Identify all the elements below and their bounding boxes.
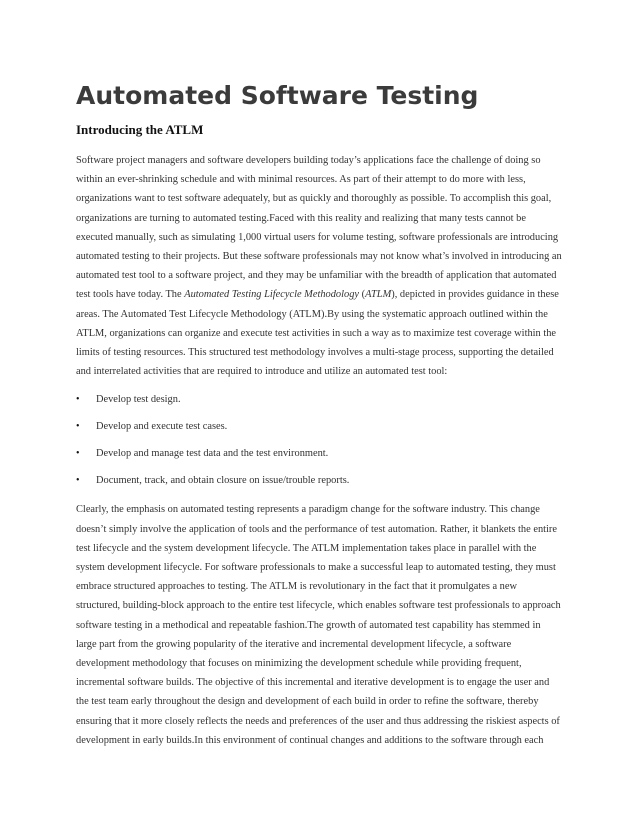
document-page [76, 80, 562, 750]
paragraph-line: system development lifecycle. For software professionals to make a successful leap to automated testing, they must [76, 562, 556, 574]
paragraph-line: development in early builds.In this environment of continual changes and additions to the software through each [76, 734, 544, 746]
paragraph-line: executed manually, such as simulating 1,000 virtual users for volume testing, software professionals are introducing [76, 231, 559, 243]
paragraph-line: structured, building-block approach to the entire test lifecycle, which enables software test professionals to approach [76, 600, 561, 612]
methodology-name-italic: Automated Testing Lifecycle Methodology [184, 289, 359, 301]
paragraph-line: large part from the growing popularity of the iterative and incremental development lifecycle, a software [76, 638, 512, 650]
paragraph-line: ensuring that it more closely reflects the needs and preferences of the user and thus addressing the riskiest aspects of [76, 715, 560, 727]
paragraph-line: limits of testing resources. This structured test methodology involves a multi-stage process, supporting the detailed [76, 347, 554, 359]
paragraph-line: test lifecycle and the system development lifecycle. The ATLM implementation takes place in parallel with the [76, 542, 537, 554]
paragraph-line: development methodology that focuses on minimizing the development schedule while providing frequent, [76, 658, 522, 670]
bullet-icon: • [76, 421, 80, 433]
paragraph-line: organizations want to test software adequately, but as quickly and thoroughly as possible. To accomplish this goal, [76, 193, 552, 205]
activity-bullet-list [76, 386, 562, 494]
list-item [76, 413, 562, 440]
paragraph-line: automated test tool to a software project, and they may be unfamiliar with the breadth of application that automated [76, 270, 557, 282]
atlm-acronym-italic: ATLM [365, 289, 392, 301]
paragraph-line: automated testing to their projects. But these software professionals may not know what’s involved in introducing an [76, 251, 562, 263]
paragraph-line: the test team early throughout the design and development of each build in order to refine the software, thereby [76, 696, 539, 708]
document-title: Automated Software Testing [76, 81, 479, 110]
paragraph-line: software testing in a methodical and repeatable fashion.The growth of automated test capability has stemmed in [76, 619, 541, 631]
emphasis-paragraph [76, 500, 562, 750]
line-text: test tools have today. The [76, 289, 185, 301]
line-text: ), depicted in provides guidance in these [391, 289, 559, 301]
paragraph-line: ATLM, organizations can organize and execute test activities in such a way as to maximize test coverage within the [76, 327, 557, 339]
paragraph-line: Clearly, the emphasis on automated testing represents a paradigm change for the software industry. This change [76, 504, 540, 516]
paragraph-line: doesn’t simply involve the application of tools and the performance of test automation. Rather, it blankets the entire [76, 523, 557, 535]
bullet-icon: • [76, 394, 80, 406]
list-item [76, 386, 562, 413]
paragraph-line: incremental software builds. The objective of this incremental and iterative development is to engage the user and [76, 677, 550, 689]
list-item [76, 440, 562, 467]
intro-paragraph [76, 151, 562, 381]
line-text: ( [359, 289, 366, 301]
list-item [76, 467, 562, 494]
paragraph-line: within an ever-shrinking schedule and with minimal resources. As part of their attempt to do more with less, [76, 174, 526, 186]
bullet-icon: • [76, 475, 80, 487]
paragraph-line: embrace structured approaches to testing. The ATLM is revolutionary in the fact that it promulgates a new [76, 581, 517, 593]
paragraph-line-with-italics [76, 285, 562, 304]
paragraph-line: Software project managers and software developers building today’s applications face the challenge of doing so [76, 155, 541, 166]
paragraph-line: and interrelated activities that are required to introduce and utilize an automated test tool: [76, 366, 448, 378]
bullet-icon: • [76, 448, 80, 460]
list-item-text: Develop and manage test data and the test environment. [96, 448, 329, 460]
list-item-text: Document, track, and obtain closure on issue/trouble reports. [96, 475, 350, 487]
paragraph-line: areas. The Automated Test Lifecycle Methodology (ATLM).By using the systematic approach outlined within the [76, 308, 548, 320]
list-item-text: Develop and execute test cases. [96, 421, 228, 433]
section-heading: Introducing the ATLM [76, 122, 204, 137]
list-item-text: Develop test design. [96, 394, 181, 406]
paragraph-line: organizations are turning to automated testing.Faced with this reality and realizing that many tests cannot be [76, 212, 526, 224]
